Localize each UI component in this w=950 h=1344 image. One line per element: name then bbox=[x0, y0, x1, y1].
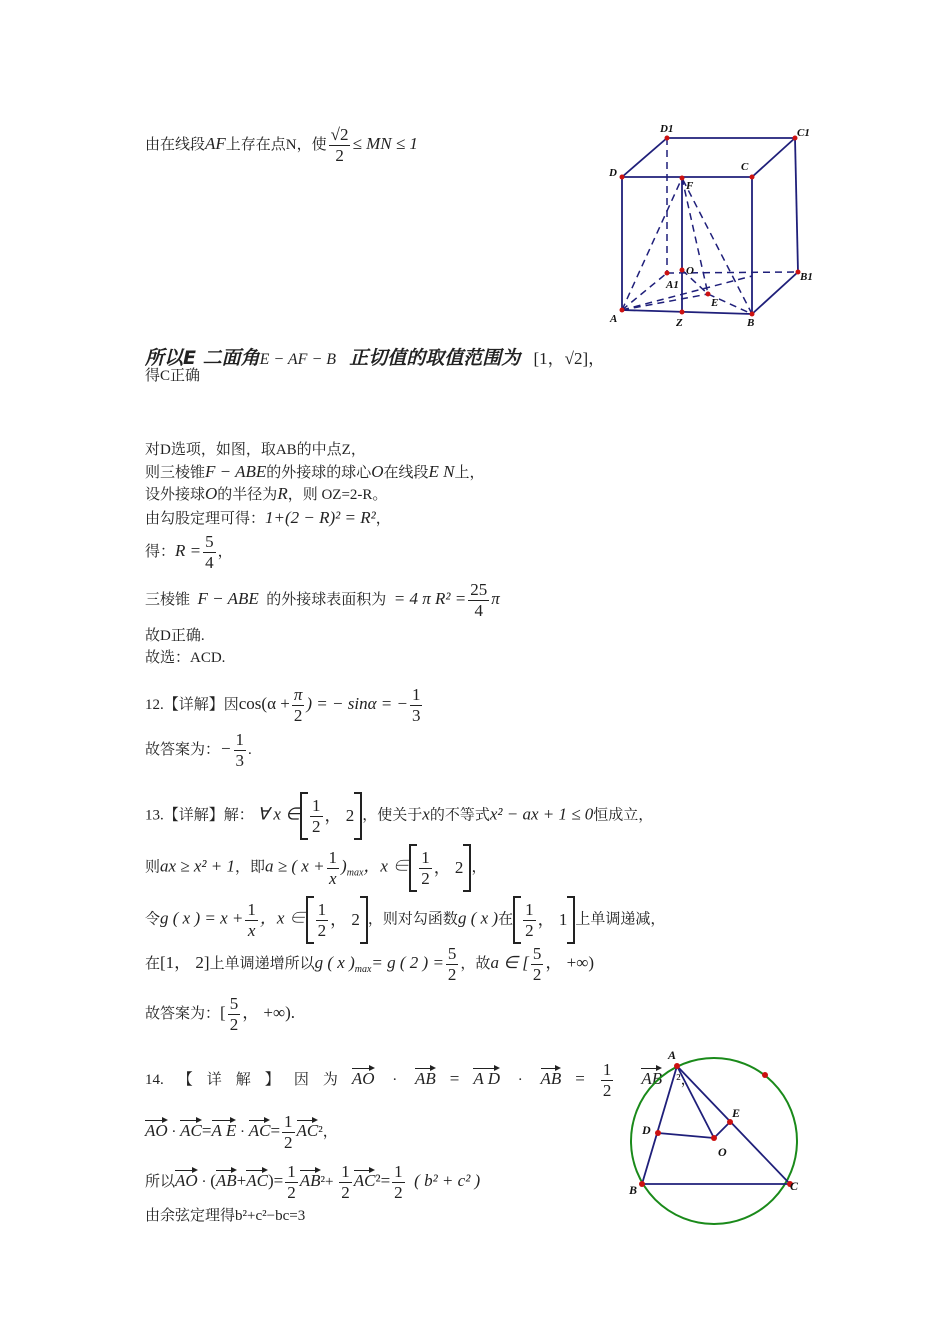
vector-ac: AC bbox=[180, 1117, 202, 1141]
edge bbox=[752, 272, 798, 314]
numerator: 1 bbox=[247, 899, 256, 919]
text: 设外接球 bbox=[145, 487, 206, 503]
math: ) bbox=[341, 856, 347, 876]
numerator: 1 bbox=[421, 847, 430, 867]
fraction bbox=[446, 944, 459, 985]
q13-line4 bbox=[145, 944, 594, 985]
denominator: 4 bbox=[474, 601, 483, 620]
text: . bbox=[248, 741, 252, 758]
fraction bbox=[523, 900, 536, 941]
text: 在 bbox=[498, 911, 514, 928]
label-o: O bbox=[686, 265, 694, 277]
vector-ab: AB bbox=[641, 1065, 662, 1089]
math: ，x ∈ bbox=[363, 856, 410, 876]
math: x bbox=[422, 804, 430, 824]
dot: · bbox=[392, 1071, 398, 1088]
math: ax ≥ x² + 1 bbox=[160, 856, 236, 876]
math: ，x ∈ bbox=[259, 908, 306, 928]
math: g ( x ) bbox=[314, 952, 355, 972]
bracket-right bbox=[567, 896, 575, 944]
dihedral-angle-heading bbox=[145, 343, 605, 370]
label-f: F bbox=[686, 180, 694, 192]
interval bbox=[306, 896, 368, 944]
text: ²， bbox=[676, 1071, 696, 1088]
numerator: 1 bbox=[602, 1060, 612, 1079]
numerator: 5 bbox=[447, 944, 457, 963]
math: a ∈ [ bbox=[490, 952, 529, 972]
fraction bbox=[292, 685, 305, 726]
bracket-left bbox=[300, 792, 308, 840]
point bbox=[620, 308, 625, 313]
math-mn: ≤ MN ≤ 1 bbox=[352, 133, 418, 153]
numerator: 1 bbox=[312, 795, 321, 815]
text: ， bbox=[375, 511, 391, 527]
fraction bbox=[282, 1112, 295, 1153]
text: 【 bbox=[177, 1071, 193, 1088]
segment-ao bbox=[677, 1066, 714, 1138]
line-mn-range bbox=[145, 125, 418, 166]
vector-ao: AO bbox=[145, 1117, 168, 1141]
point bbox=[711, 1135, 717, 1141]
text: 所以E 二面角 bbox=[145, 347, 260, 369]
vector-ad: A D bbox=[473, 1065, 500, 1089]
c-correct: 得C正确 bbox=[145, 368, 201, 384]
point bbox=[680, 310, 685, 315]
text: 正切值的取值范围为 bbox=[349, 347, 521, 369]
bracket-left bbox=[513, 896, 521, 944]
math: = bbox=[449, 1068, 460, 1088]
text: 为 bbox=[322, 1071, 338, 1088]
text: 14. bbox=[145, 1071, 164, 1088]
denominator: 2 bbox=[287, 1183, 296, 1202]
text: 则三棱锥 bbox=[145, 465, 206, 481]
text: 上单调递增所以 bbox=[209, 955, 315, 972]
denominator: 4 bbox=[205, 553, 214, 572]
label-b: B bbox=[747, 317, 755, 329]
text: ，即 bbox=[235, 859, 266, 876]
label-d: D bbox=[609, 167, 617, 179]
bracket-right bbox=[463, 844, 471, 892]
text: 得： bbox=[145, 543, 176, 560]
numerator: 1 bbox=[411, 685, 421, 704]
bracket-left bbox=[306, 896, 314, 944]
hidden-edge bbox=[622, 294, 708, 310]
denominator: 2 bbox=[532, 965, 542, 984]
bracket-right bbox=[354, 792, 362, 840]
denominator: 2 bbox=[312, 816, 321, 836]
d-line2 bbox=[145, 462, 485, 483]
d-line3 bbox=[145, 484, 387, 505]
math: ， 2 bbox=[324, 806, 355, 825]
text: 上， bbox=[454, 465, 485, 481]
numerator: 1 bbox=[317, 899, 327, 919]
denominator: 2 bbox=[335, 146, 344, 165]
math: ( b² + c² ) bbox=[414, 1170, 481, 1190]
final-choice: 故选：ACD. bbox=[145, 650, 226, 666]
fraction bbox=[392, 1162, 405, 1203]
text: 13.【详解】解： bbox=[145, 807, 254, 824]
point bbox=[706, 292, 711, 297]
math: F − ABE bbox=[197, 588, 259, 608]
denominator: 2 bbox=[447, 965, 457, 984]
point bbox=[680, 176, 685, 181]
math-eafb: E − AF − B bbox=[259, 351, 337, 368]
label-a1: A1 bbox=[666, 279, 679, 291]
math: g ( x ) = x + bbox=[160, 908, 244, 928]
dot: · bbox=[201, 1173, 207, 1190]
denominator: 2 bbox=[317, 920, 327, 940]
math: = bbox=[201, 1120, 212, 1140]
label-e: E bbox=[711, 297, 719, 309]
denominator: 2 bbox=[525, 920, 534, 940]
text: 的不等式 bbox=[429, 807, 490, 824]
math: 1+(2 − R)² = R² bbox=[265, 508, 376, 527]
point bbox=[680, 268, 685, 273]
q13-line2 bbox=[145, 844, 486, 892]
numerator: 1 bbox=[328, 847, 338, 867]
vector-ac: AC bbox=[354, 1167, 376, 1191]
fraction bbox=[339, 1162, 352, 1203]
point bbox=[620, 175, 625, 180]
text: ²+ bbox=[320, 1173, 334, 1190]
vector-ab: AB bbox=[300, 1167, 321, 1191]
label-c: C bbox=[741, 161, 749, 173]
fraction bbox=[410, 685, 423, 726]
math: ∀ x ∈ bbox=[257, 804, 300, 824]
math: π bbox=[491, 588, 500, 608]
denominator: 2 bbox=[394, 1183, 403, 1202]
text: ，故 bbox=[460, 955, 491, 972]
edge bbox=[622, 310, 752, 314]
text: 三棱锥 bbox=[145, 591, 191, 608]
hidden-edge bbox=[682, 178, 752, 314]
text: 详 bbox=[206, 1071, 222, 1088]
label-c: C bbox=[790, 1179, 799, 1193]
d-intro: 对D选项，如图，取AB的中点Z， bbox=[145, 442, 366, 458]
label-b1: B1 bbox=[800, 271, 813, 283]
math: R = bbox=[175, 540, 202, 560]
denominator: 3 bbox=[235, 751, 244, 770]
numerator: 1 bbox=[525, 899, 534, 919]
math: [1， 2] bbox=[160, 952, 210, 972]
denominator: 2 bbox=[341, 1183, 350, 1202]
denominator: 2 bbox=[602, 1081, 612, 1100]
numerator: 5 bbox=[229, 994, 239, 1013]
numerator: 1 bbox=[287, 1162, 296, 1181]
text: ²， bbox=[318, 1123, 338, 1140]
math: cos(α + bbox=[238, 693, 290, 713]
fraction bbox=[245, 900, 258, 941]
fraction bbox=[228, 994, 241, 1035]
text: 恒成立， bbox=[593, 807, 654, 824]
label-a: A bbox=[610, 313, 618, 325]
fraction bbox=[327, 848, 340, 889]
math: ， +∞). bbox=[242, 1002, 296, 1022]
label-a: A bbox=[668, 1048, 677, 1062]
math-af: AF bbox=[205, 133, 226, 153]
text: 上存在点N，使 bbox=[225, 136, 327, 153]
fraction bbox=[419, 848, 432, 889]
numerator: 5 bbox=[205, 532, 214, 551]
denominator: 2 bbox=[421, 868, 430, 888]
math: x² − ax + 1 ≤ 0 bbox=[489, 804, 594, 824]
math: F − ABE bbox=[205, 462, 267, 481]
math: = bbox=[270, 1120, 281, 1140]
vector-ao: AO bbox=[352, 1065, 375, 1089]
segment-eo bbox=[714, 1122, 730, 1138]
label-e: E bbox=[732, 1106, 741, 1120]
text: ，则 OZ=2-R。 bbox=[287, 487, 388, 503]
label-d: D bbox=[642, 1123, 651, 1137]
q13-answer bbox=[145, 994, 295, 1035]
math: ， +∞) bbox=[545, 952, 594, 972]
text: 由勾股定理可得： bbox=[145, 511, 266, 527]
circle-figure bbox=[622, 1044, 807, 1234]
dot: · bbox=[517, 1071, 523, 1088]
text: 的外接球的球心 bbox=[266, 465, 372, 481]
math: = bbox=[380, 1170, 391, 1190]
numerator: √2 bbox=[330, 125, 349, 144]
text: ， bbox=[217, 543, 233, 560]
point bbox=[665, 136, 670, 141]
subscript: max bbox=[346, 867, 364, 879]
point bbox=[750, 312, 755, 317]
interval bbox=[409, 844, 471, 892]
fraction bbox=[285, 1162, 298, 1203]
denominator: 2 bbox=[284, 1133, 293, 1152]
point bbox=[762, 1072, 768, 1078]
text: 则 bbox=[145, 859, 161, 876]
hidden-edge bbox=[622, 273, 667, 310]
fraction bbox=[531, 944, 544, 985]
interval bbox=[513, 896, 575, 944]
d-correct: 故D正确. bbox=[145, 628, 205, 644]
label-b: B bbox=[629, 1183, 638, 1197]
text: 故答案为： bbox=[145, 741, 221, 758]
edge bbox=[622, 138, 667, 177]
point bbox=[639, 1181, 645, 1187]
fraction bbox=[316, 900, 329, 941]
q14-line3: 所以AO · (AB+AC)= $\frac{1}{2}$ AB²+ $\frac{1}{2}$ AC²= $\frac{1}{2}$ ( b² + c² ) bbox=[145, 1162, 481, 1202]
numerator: 5 bbox=[532, 944, 542, 963]
denominator: 2 bbox=[229, 1015, 239, 1034]
segment-do bbox=[658, 1133, 714, 1138]
bracket-right bbox=[360, 896, 368, 944]
numerator: 1 bbox=[235, 730, 244, 749]
denominator: x bbox=[329, 868, 337, 888]
d-line5 bbox=[145, 532, 233, 573]
fraction bbox=[203, 532, 216, 573]
range: [1，√2]， bbox=[533, 349, 606, 368]
interval bbox=[300, 792, 362, 840]
vector-ac: AC bbox=[246, 1167, 268, 1191]
fraction bbox=[310, 796, 323, 837]
text: 故答案为： bbox=[145, 1005, 221, 1022]
text: 在 bbox=[145, 955, 161, 972]
text: 的半径为 bbox=[217, 487, 278, 503]
math: ， 2 bbox=[330, 910, 360, 929]
point bbox=[750, 175, 755, 180]
vector-ac: AC bbox=[249, 1117, 271, 1141]
q14-line2 bbox=[145, 1112, 338, 1153]
math: ， 2 bbox=[433, 858, 464, 877]
text: 所以 bbox=[145, 1173, 176, 1190]
cube-figure bbox=[600, 118, 830, 333]
math: = 4 π R² = bbox=[393, 588, 467, 608]
bracket-left bbox=[409, 844, 417, 892]
fraction bbox=[468, 580, 489, 621]
point bbox=[674, 1063, 680, 1069]
text: ，使关于 bbox=[362, 807, 423, 824]
math: = bbox=[273, 1170, 284, 1190]
math: [ bbox=[220, 1002, 226, 1022]
numerator: 1 bbox=[284, 1112, 293, 1131]
point bbox=[665, 271, 670, 276]
point bbox=[655, 1130, 661, 1136]
numerator: 25 bbox=[470, 580, 488, 599]
q13-line1 bbox=[145, 792, 653, 840]
text: 因 bbox=[293, 1071, 309, 1088]
math: a ≥ ( x + bbox=[265, 856, 325, 876]
numerator: 1 bbox=[394, 1162, 403, 1181]
text: 解 bbox=[235, 1071, 251, 1088]
denominator: 3 bbox=[411, 706, 421, 725]
math: ) = − sinα = − bbox=[306, 693, 408, 713]
q14-line4: 由余弦定理得b²+c²−bc=3 bbox=[145, 1208, 306, 1224]
dot: · bbox=[171, 1123, 177, 1140]
q12-answer bbox=[145, 730, 252, 771]
label-d1: D1 bbox=[660, 123, 674, 135]
fraction bbox=[329, 125, 351, 166]
text: 在线段 bbox=[383, 465, 429, 481]
math: = bbox=[575, 1068, 585, 1088]
text: ，则对勾函数 bbox=[367, 911, 458, 928]
label-z: Z bbox=[676, 317, 683, 329]
text: 12.【详解】因 bbox=[145, 696, 239, 713]
text: 】 bbox=[264, 1071, 280, 1088]
label-o: O bbox=[718, 1145, 727, 1159]
vector-ab: AB bbox=[415, 1065, 436, 1089]
text: 令 bbox=[145, 911, 161, 928]
vector-ae: A E bbox=[212, 1117, 237, 1141]
vector-ab: AB bbox=[216, 1167, 237, 1191]
text: 的外接球表面积为 bbox=[266, 591, 387, 608]
math: E N bbox=[428, 462, 455, 481]
vector-ac: AC bbox=[297, 1117, 319, 1141]
vector-ab: AB bbox=[541, 1065, 562, 1089]
d-line6 bbox=[145, 580, 500, 621]
edge bbox=[795, 138, 798, 272]
fraction bbox=[234, 730, 247, 771]
math: g ( x ) bbox=[457, 908, 499, 928]
text: 上单调递减， bbox=[575, 911, 666, 928]
d-line4 bbox=[145, 508, 391, 529]
numerator: 1 bbox=[341, 1162, 350, 1181]
dot: · bbox=[239, 1123, 245, 1140]
math: − bbox=[220, 738, 232, 758]
vector-ao: AO bbox=[175, 1167, 198, 1191]
math: R bbox=[277, 484, 288, 503]
math: O bbox=[371, 462, 384, 481]
denominator: x bbox=[247, 920, 256, 940]
math: = g ( 2 ) = bbox=[371, 952, 444, 972]
subscript: max bbox=[354, 963, 372, 975]
label-c1: C1 bbox=[797, 127, 810, 139]
text: 由在线段 bbox=[145, 136, 206, 153]
math: ， 1 bbox=[537, 910, 568, 929]
q13-line3 bbox=[145, 896, 665, 944]
q12-line1 bbox=[145, 685, 424, 726]
denominator: 2 bbox=[293, 706, 303, 725]
numerator: π bbox=[293, 685, 303, 704]
text: ， bbox=[471, 859, 487, 876]
edge bbox=[752, 138, 795, 177]
math: O bbox=[205, 484, 218, 503]
